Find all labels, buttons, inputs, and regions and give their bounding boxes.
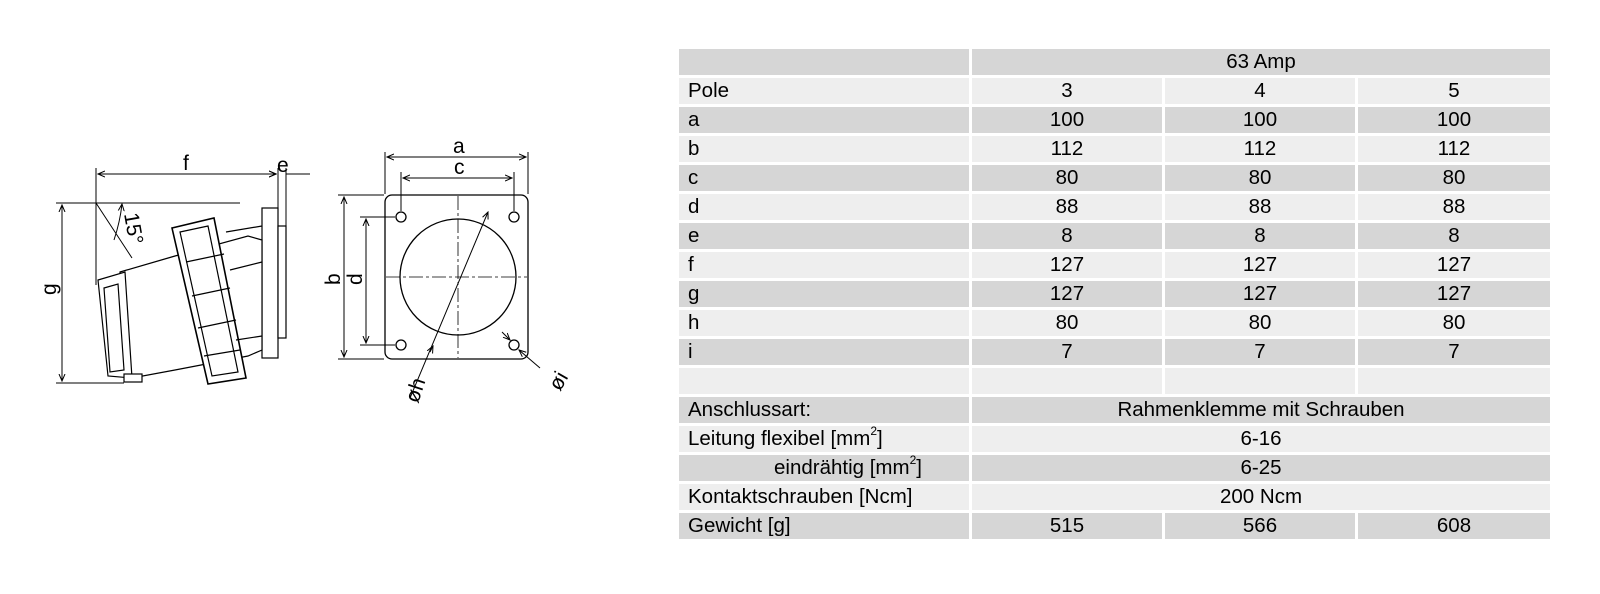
dimension-value: 100 [972, 107, 1162, 133]
dimension-value: 8 [1165, 223, 1355, 249]
pole-label: Pole [679, 78, 969, 104]
dimension-value: 88 [972, 194, 1162, 220]
flexible-value: 6-16 [972, 426, 1550, 452]
dimension-value: 112 [1165, 136, 1355, 162]
front-view [385, 195, 528, 359]
technical-drawing [0, 0, 640, 594]
pole-value: 5 [1358, 78, 1550, 104]
screws-label: Kontaktschrauben [Ncm] [679, 484, 969, 510]
flexible-label: Leitung flexibel $[mm^2]$ [679, 426, 969, 452]
amp-header-empty-cell [679, 49, 969, 75]
dimension-label: b [679, 136, 969, 162]
spacer-cell [1165, 368, 1355, 394]
dim-d-label: d [344, 273, 367, 285]
dimension-value: 112 [972, 136, 1162, 162]
specification-table [676, 46, 1550, 542]
dim-g-label: g [38, 283, 61, 295]
dim-i-label: øi [544, 367, 574, 395]
dimension-label: i [679, 339, 969, 365]
dim-h-label: øh [400, 375, 431, 406]
spacer-cell [679, 368, 969, 394]
dimension-row [679, 136, 1550, 162]
weight-value: 566 [1165, 513, 1355, 539]
dimension-row [679, 223, 1550, 249]
amp-header-row [679, 49, 1550, 75]
solid-row [679, 455, 1550, 481]
dimension-row [679, 107, 1550, 133]
dimension-value: 7 [972, 339, 1162, 365]
dimension-value: 127 [1358, 281, 1550, 307]
amp-header: 63 Amp [972, 49, 1550, 75]
dimension-label: g [679, 281, 969, 307]
dimension-value: 80 [972, 165, 1162, 191]
solid-label: eindrähtig $[mm^2]$ [679, 455, 969, 481]
dimension-label: c [679, 165, 969, 191]
solid-value: 6-25 [972, 455, 1550, 481]
dimension-row [679, 310, 1550, 336]
dimension-value: 80 [1358, 310, 1550, 336]
connection-row [679, 397, 1550, 423]
dimension-row [679, 252, 1550, 278]
pole-row [679, 78, 1550, 104]
dim-e-label: e [277, 154, 289, 177]
dim-c-label: c [454, 156, 465, 179]
weight-value: 515 [972, 513, 1162, 539]
spacer-cell [1358, 368, 1550, 394]
dimension-value: 88 [1358, 194, 1550, 220]
dimension-label: h [679, 310, 969, 336]
dimension-value: 100 [1358, 107, 1550, 133]
flexible-row [679, 426, 1550, 452]
dimension-value: 80 [1165, 310, 1355, 336]
weight-row [679, 513, 1550, 539]
dimension-value: 80 [1358, 165, 1550, 191]
dimension-value: 80 [1165, 165, 1355, 191]
dimension-label: a [679, 107, 969, 133]
dimension-label: f [679, 252, 969, 278]
dimension-row [679, 194, 1550, 220]
dim-a-label: a [453, 135, 465, 158]
dimension-value: 112 [1358, 136, 1550, 162]
dimension-value: 127 [972, 252, 1162, 278]
dimension-row [679, 165, 1550, 191]
dimension-value: 80 [972, 310, 1162, 336]
dimension-value: 88 [1165, 194, 1355, 220]
screws-row [679, 484, 1550, 510]
spacer-row [679, 368, 1550, 394]
weight-label: Gewicht [g] [679, 513, 969, 539]
dimension-value: 127 [1165, 252, 1355, 278]
angle-label: 15° [119, 210, 148, 247]
dimension-value: 127 [1165, 281, 1355, 307]
dimension-value: 8 [972, 223, 1162, 249]
dimension-value: 7 [1165, 339, 1355, 365]
weight-value: 608 [1358, 513, 1550, 539]
dim-b-label: b [322, 273, 345, 285]
connection-value: Rahmenklemme mit Schrauben [972, 397, 1550, 423]
dimension-row [679, 281, 1550, 307]
dimension-value: 7 [1358, 339, 1550, 365]
dimension-label: d [679, 194, 969, 220]
pole-value: 3 [972, 78, 1162, 104]
spacer-cell [972, 368, 1162, 394]
dimension-value: 127 [972, 281, 1162, 307]
dim-f-label: f [183, 152, 189, 175]
pole-value: 4 [1165, 78, 1355, 104]
dimension-label: e [679, 223, 969, 249]
dimension-row [679, 339, 1550, 365]
dimension-value: 127 [1358, 252, 1550, 278]
dimension-value: 8 [1358, 223, 1550, 249]
screws-value: 200 Ncm [972, 484, 1550, 510]
connection-label: Anschlussart: [679, 397, 969, 423]
dimension-value: 100 [1165, 107, 1355, 133]
